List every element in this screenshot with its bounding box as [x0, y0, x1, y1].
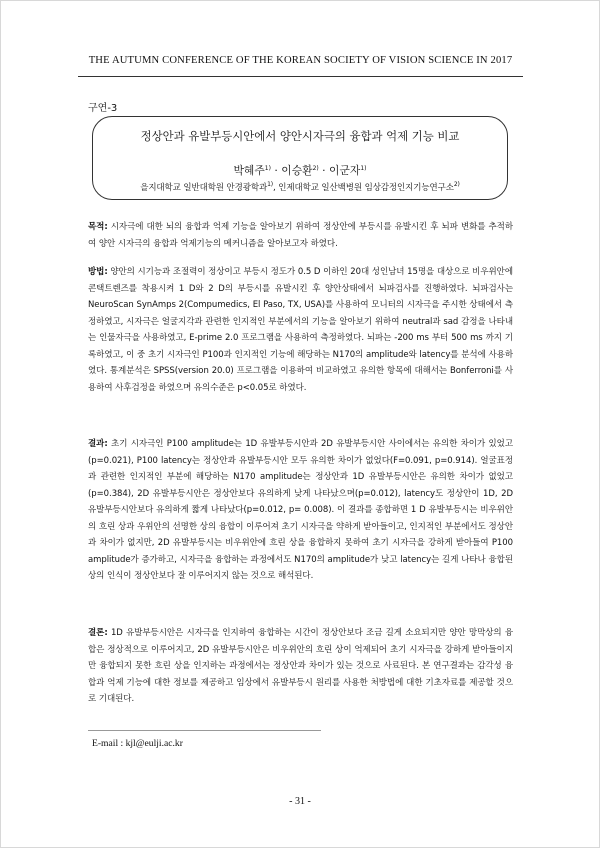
session-label: 구연-3: [88, 103, 118, 114]
section-text: 초기 시자극인 P100 amplitude는 1D 유발부등시안과 2D 유발부등시안 사이에서는 유의한 차이가 있었고(p=0.021), P100 latency는 정상안과 유발부등시안 모두 유의한 차이가 없었다(F=0.091, p=0.914). 얼굴표정과 관련한 인지적인 부분에 해당하는 N170 amplitude는 정상안과 1D 유발부등시안은 유의한 차이가 없었고(p=0.384), 2D 유발부등시안은 정상안보다 유의하게 낮게 나타났으며(p=0.012), latency도 정상안이 1D, 2D 유발부등시안보다 유의하게 짧게 나타났다(p=0.012, p= 0.008). 이 결과를 종합하면 1 D 유발부등시는 비우위안의 흐린 상과 우위안의 선명한 상의 융합이 이루어져 초기 시자극을 약하게 받아들이고, 인지적인 부분에서도 정상안과 차이가 없지만, 2D 유발부등시는 비우위안에 흐린 상을 융합하지 못하여 초기 시자극을 강하게 받아들여 P100 amplitude가 증가하고, 시자극을 융합하는 과정에서도 N170의 amplitude가 낮고 latency는 길게 나타나 융합된 상의 인식이 정상안보다 잘 이루어지지 않는 것으로 해석된다.: [88, 439, 513, 581]
title-box: [92, 116, 508, 200]
header-rule: [78, 76, 523, 77]
footnote-rule: [88, 730, 321, 731]
section-label: 목적:: [88, 222, 108, 232]
running-header: THE AUTUMN CONFERENCE OF THE KOREAN SOCIETY OF VISION SCIENCE IN 2017: [88, 55, 513, 66]
section-label: 방법:: [88, 267, 108, 277]
page-number: - 31 -: [289, 796, 311, 807]
corresponding-email: E-mail : kjl@eulji.ac.kr: [92, 738, 183, 749]
conclusion-section: [88, 625, 513, 708]
author-affiliation-mark: 1): [360, 165, 367, 172]
author-affiliation-mark: 1): [264, 165, 271, 172]
affiliation-name: 을지대학교 일반대학원 안경광학과: [140, 183, 268, 193]
results-section: [88, 436, 513, 585]
author-name: 박혜주: [233, 164, 265, 177]
author-affiliation-mark: 2): [312, 165, 319, 172]
author-name: 이군자: [329, 164, 361, 177]
section-label: 결론:: [88, 628, 108, 638]
author-list: [93, 163, 507, 178]
author-separator: ·: [274, 164, 278, 177]
section-text: 1D 유발부등시안은 시자극을 인지하여 융합하는 시간이 정상안보다 조금 길게 소요되지만 양안 망막상의 융합은 정상적으로 이루어지고, 2D 유발부등시안은 비우위안의 흐린 상이 억제되어 초기 시자극을 강하게 받아들이지만 융합되지 못한 흐린 상을 인지하는 과정에서는 정상안과 차이가 있는 것으로 사료된다. 본 연구결과는 감각성 융합과 억제 기능에 대한 정보를 제공하고 임상에서 유발부등시 원리를 사용한 처방법에 대한 기초자료를 제공할 것으로 기대된다.: [88, 628, 513, 704]
paper-title: 정상안과 유발부등시안에서 양안시자극의 융합과 억제 기능 비교: [140, 129, 460, 143]
affiliation-name: 인제대학교 일산백병원 임상감정인지기능연구소: [278, 183, 454, 193]
author-separator: ·: [322, 164, 326, 177]
methods-section: [88, 264, 513, 396]
section-text: 시자극에 대한 뇌의 융합과 억제 기능을 알아보기 위하여 정상안에 부등시를 유발시킨 후 뇌파 변화를 추적하여 양안 시자극의 융합과 억제기능의 메커니즘을 알아보고자 하였다.: [88, 222, 513, 249]
section-label: 결과:: [88, 439, 108, 449]
section-text: 양안의 시기능과 조절력이 정상이고 부등시 정도가 0.5 D 이하인 20대 성인남녀 15명을 대상으로 비우위안에 콘택트렌즈를 착용시켜 1 D와 2 D의 부등시를 유발시킨 후 양안상태에서 뇌파검사를 진행하였다. 뇌파검사는 NeuroScan SynAmps 2(Compumedics, El Paso, TX, USA)를 사용하여 모니터의 시자극을 주시한 상태에서 측정하였고, 시자극은 얼굴지각과 관련한 인지적인 부분에서의 기능을 알아보기 위하여 neutral과 sad 감정을 나타내는 인물자극을 사용하였고, E-prime 2.0 프로그램을 사용하여 측정하였다. 뇌파는 -200 ms 부터 500 ms 까지 기록하였고, 이 중 초기 시자극인 P100과 인지적인 기능에 해당하는 N170의 amplitude와 latency를 분석에 사용하였다. 통계분석은 SPSS(version 20.0) 프로그램을 이용하여 비교하였고 유의한 항목에 대해서는 Bonferroni를 사용하여 사후검정을 하였으며 유의수준은 p<0.05로 하였다.: [88, 267, 513, 393]
purpose-section: [88, 219, 513, 252]
affiliation-mark: 2): [453, 181, 460, 188]
affiliation-line: 을지대학교 일반대학원 안경광학과$^{1)}$, 인제대학교 일산백병원 임상감정인지기능연구소$^{2)}$: [140, 181, 460, 193]
author-name: 이승환: [281, 164, 313, 177]
affiliation-mark: 1): [267, 181, 274, 188]
